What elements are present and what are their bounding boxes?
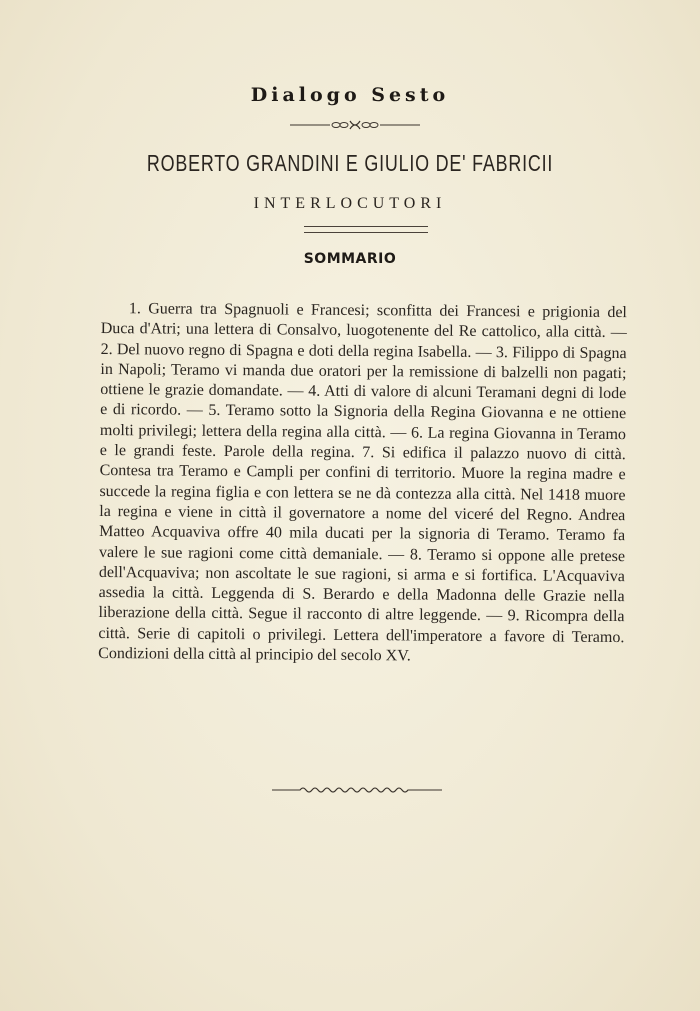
summary-paragraph: 1. Guerra tra Spagnuoli e Francesi; sconfitta dei Francesi e prigionia del Duca d'Atri; una lettera di Consalvo, luogotenente del Re cattolico, alla città. — 2. Del nuovo regno di Spagna e doti della regina Isabella. — 3. Filippo di Spagna in Napoli; Teramo vi manda due oratori per la remissione di balzelli non pagati; ottiene le grazie domandate. — 4. Atti di valore di alcuni Teramani degni di lode e di ricordo. — 5. Teramo sotto la Signoria della Regina Giovanna e ne ottiene molti privilegi; lettera della regina alla città. — 6. La regina Giovanna in Teramo e le grandi feste. Parole della regina. 7. Si edifica il palazzo nuovo di città. Contesa tra Teramo e Campli per confini di territorio. Muore la regina madre e succede la regina figlia e con lettera se ne dà contezza alla città. Nel 1418 muore la regina e viene in città il governatore a nome del viceré del Regno. Andrea Matteo Acquaviva offre 40 mila ducati per la signoria di Teramo. Teramo fa valere le sue ragioni come città demaniale. — 8. Teramo si oppone alle pretese dell'Acquaviva; non ascoltate le sue ragioni, si arma e si fortifica. L'Acquaviva assedia la città. Leggenda di S. Berardo e della Madonna delle Grazie nella liberazione della città. Segue il racconto di altre leggende. — 9. Ricompra della città. Serie di capitoli o privilegi. Lettera dell'imperatore a favore di Teramo. Condizioni della città al principio del secolo XV. [98, 300, 627, 665]
dialogue-heading: Dialogo Sesto [250, 84, 450, 106]
summary-title: SOMMARIO [303, 251, 397, 267]
double-rule-divider [304, 226, 428, 233]
wave-ornament-icon [272, 783, 442, 797]
scroll-ornament-icon [290, 118, 420, 132]
speakers-caption: INTERLOCUTORI [253, 195, 447, 212]
speakers-title: ROBERTO GRANDINI E GIULIO DE' FABRICII [146, 150, 554, 176]
